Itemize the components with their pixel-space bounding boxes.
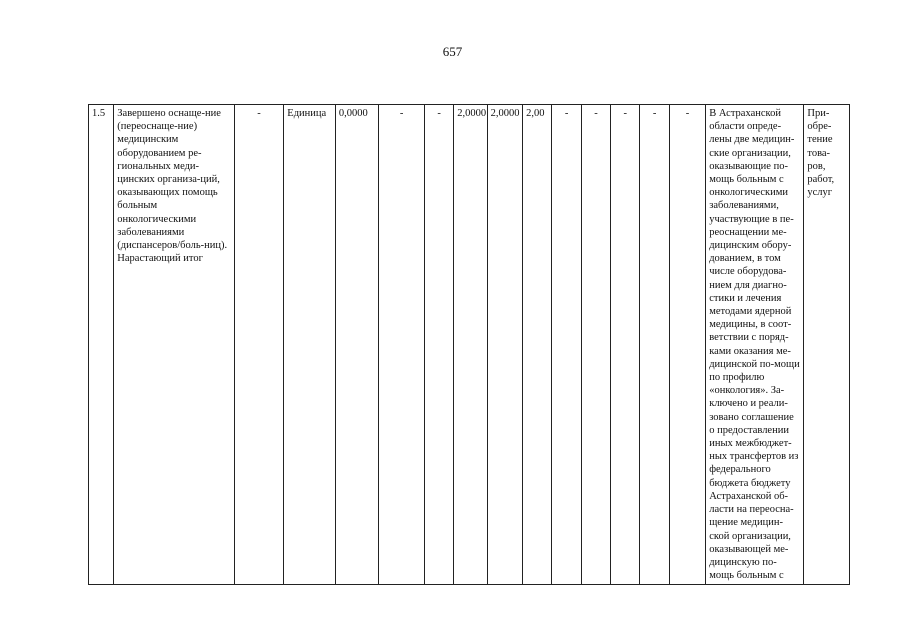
- cell-dash: -: [379, 105, 425, 585]
- note-cell: В Астраханской области опреде-лены две медицин-ские организации, оказывающие по-мощь больным с онкологическими заболеваниями, участвующие в пе-реоснащении ме-дицинским обору-дованием, в том числе оборудова-нием для диагно-стики и лечения методами ядерной медицины, в соот-ветствии с поряд-ками оказания ме-дицинской по-мощи по профилю «онкология». За-ключено и реали-зовано соглашение о предоставлении иных межбюджет-ных трансфертов из федерального бюджета бюджету Астраханской об-ласти на переосна-щение медицин-ской организации, оказывающей ме-дицинскую по-мощь больным с: [706, 105, 804, 585]
- cell-dash: -: [669, 105, 705, 585]
- cell-dash: -: [581, 105, 610, 585]
- unit-cell: Единица: [284, 105, 336, 585]
- cell-dash: -: [234, 105, 284, 585]
- row-number: 1.5: [89, 105, 114, 585]
- indicator-name: Завершено оснаще-ние (переоснаще-ние) медицинским оборудованием ре-гиональных меди-цинских организа-ций, оказывающих помощь больным онкологическими заболеваниями (диспансеров/боль-ниц). Нарастающий итог: [114, 105, 234, 585]
- cell-dash: -: [640, 105, 669, 585]
- value-cell: 2,00: [523, 105, 552, 585]
- value-cell: 2,0000: [487, 105, 522, 585]
- indicator-table: [88, 104, 850, 585]
- base-value: 0,0000: [335, 105, 379, 585]
- activity-type-cell: При-обре-тение това-ров, работ, услуг: [804, 105, 850, 585]
- page-number: 657: [442, 44, 463, 59]
- value-cell: 2,0000: [454, 105, 487, 585]
- cell-dash: -: [611, 105, 640, 585]
- cell-dash: -: [424, 105, 453, 585]
- cell-dash: -: [552, 105, 581, 585]
- table-row: [89, 105, 850, 585]
